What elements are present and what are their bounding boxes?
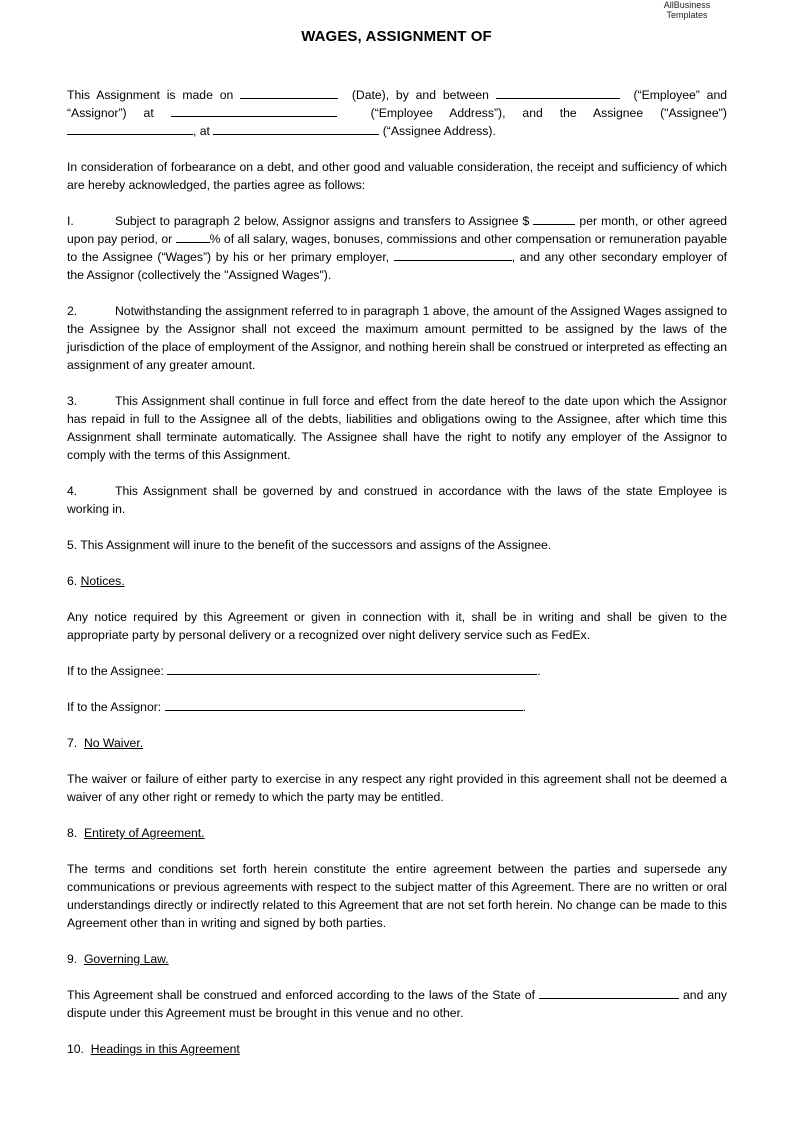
assignee-address-blank[interactable]: [213, 122, 379, 135]
employee-address-blank[interactable]: [171, 104, 337, 117]
consideration-paragraph: In consideration of forbearance on a debt, and other good and valuable consideration, the receipt and sufficiency of which are hereby acknowledged, the parties agree as follows:: [67, 160, 727, 192]
paragraph-4: 4. This Assignment shall be governed by and construed in accordance with the laws of the state Employee is working in.: [67, 484, 727, 516]
notices-paragraph: Any notice required by this Agreement or given in connection with it, shall be in writing and shall be given to the appropriate party by personal delivery or a recognized over night delivery service such as FedEx.: [67, 610, 727, 642]
brand-line-2: Templates: [666, 10, 708, 20]
document-body: [67, 86, 727, 1076]
date-blank[interactable]: [240, 86, 338, 99]
section-8-heading: 8. Entirety of Agreement.: [67, 826, 205, 840]
assignor-notice-line: If to the Assignor: .: [67, 700, 526, 714]
section-7-heading: 7. No Waiver.: [67, 736, 144, 750]
brand-logo: [640, 0, 734, 20]
assignor-notice-blank[interactable]: [165, 698, 523, 711]
paragraph-1: I. Subject to paragraph 2 below, Assignor assigns and transfers to Assignee $ per month, or other agreed upon pay period, or % of all salary, wages, bonuses, commissions and other compensation or remuneration payable to the Assignee (“Wages”) by his or her primary employer, , and any other secondary employer of the Assignor (collectively the "Assigned Wages").: [67, 214, 728, 282]
percent-blank[interactable]: [176, 230, 210, 243]
employer-blank[interactable]: [394, 248, 512, 261]
assignee-notice-line: If to the Assignee: .: [67, 664, 541, 678]
employee-blank[interactable]: [496, 86, 620, 99]
paragraph-5: 5. This Assignment will inure to the benefit of the successors and assigns of the Assignee.: [67, 538, 552, 552]
state-blank[interactable]: [539, 986, 679, 999]
entirety-paragraph: The terms and conditions set forth herein constitute the entire agreement between the parties and supersede any communications or previous agreements with respect to the subject matter of this Agreement. There are no written or oral understandings directly or indirectly related to this Agreement that are not set forth herein. No change can be made to this Agreement other than in writing and signed by both parties.: [67, 862, 727, 930]
intro-paragraph: This Assignment is made on (Date), by and between (“Employee” and “Assignor”) at (“Employee Address”), and the Assignee ("Assignee") , at (“Assignee Address).: [67, 88, 728, 138]
waiver-paragraph: The waiver or failure of either party to exercise in any respect any right provided in this agreement shall not be deemed a waiver of any other right or remedy to which the party may be entitled.: [67, 772, 727, 804]
governing-law-paragraph: This Agreement shall be construed and enforced according to the laws of the State of and any dispute under this Agreement must be brought in this venue and no other.: [67, 988, 728, 1020]
section-10-heading: 10. Headings in this Agreement: [67, 1042, 240, 1056]
brand-line-1: AllBusiness: [663, 0, 711, 10]
document-title: WAGES, ASSIGNMENT OF: [301, 28, 492, 45]
amount-blank[interactable]: [533, 212, 575, 225]
paragraph-1-number: I.: [67, 214, 74, 228]
section-6-heading: 6. Notices.: [67, 574, 125, 588]
paragraph-3: 3. This Assignment shall continue in full force and effect from the date hereof to the date upon which the Assignor has repaid in full to the Assignee all of the debts, liabilities and obligations owing to the Assignee, after which time this Assignment shall terminate automatically. The Assignee shall have the right to notify any employer of the Assignor to comply with the terms of this Assignment.: [67, 394, 727, 462]
section-9-heading: 9. Governing Law.: [67, 952, 169, 966]
assignee-blank[interactable]: [67, 122, 193, 135]
paragraph-2: 2. Notwithstanding the assignment referred to in paragraph 1 above, the amount of the Assigned Wages assigned to the Assignee by the Assignor shall not exceed the maximum amount permitted to be assigned by the laws of the jurisdiction of the place of employment of the Assignor, and nothing herein shall be construed or interpreted as effecting an assignment of any greater amount.: [67, 304, 728, 372]
assignee-notice-blank[interactable]: [167, 662, 537, 675]
